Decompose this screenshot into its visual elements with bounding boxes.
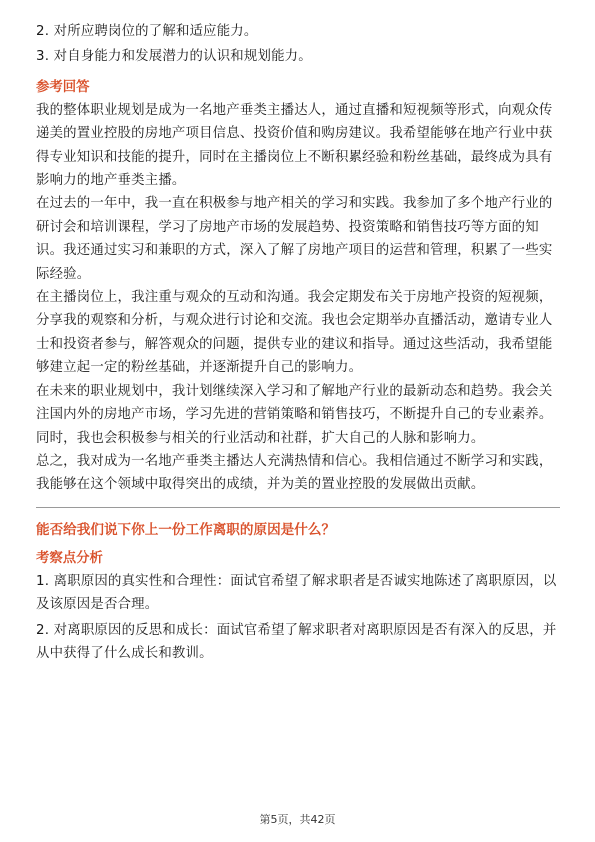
analysis-section-label: 考察点分析 (36, 550, 103, 566)
evaluation-point-3: 3. 对自身能力和发展潜力的认识和规划能力。 (36, 49, 312, 65)
answer-paragraph-4: 在未来的职业规划中，我计划继续深入学习和了解地产行业的最新动态和趋势。我会关注国内外的房地产市场，学习先进的营销策略和销售技巧，不断提升自己的专业素养。同时，我也会积极参与相关的行业活动和社群，扩大自己的人脉和影响力。 (36, 383, 553, 446)
interview-question: 能否给我们说下你上一份工作离职的原因是什么？ (36, 521, 336, 538)
analysis-point-1: 1. 离职原因的真实性和合理性：面试官希望了解求职者是否诚实地陈述了离职原因，以及该原因是否合理。 (36, 573, 557, 613)
section-divider (36, 507, 560, 508)
evaluation-point-2: 2. 对所应聘岗位的了解和适应能力。 (36, 24, 258, 39)
answer-paragraph-3: 在主播岗位上，我注重与观众的互动和沟通。我会定期发布关于房地产投资的短视频，分享我的观察和分析，与观众进行讨论和交流。我也会定期举办直播活动，邀请专业人士和投资者参与，解答观众的问题，提供专业的建议和指导。通过这些活动，我希望能够建立起一定的粉丝基础，并逐渐提升自己的影响力。 (36, 290, 553, 376)
answer-paragraph-5: 总之，我对成为一名地产垂类主播达人充满热情和信心。我相信通过不断学习和实践，我能够在这个领域中取得突出的成绩，并为美的置业控股的发展做出贡献。 (36, 453, 553, 493)
page-content (36, 20, 560, 667)
analysis-point-2: 2. 对离职原因的反思和成长：面试官希望了解求职者对离职原因是否有深入的反思，并从中获得了什么成长和教训。 (36, 622, 557, 661)
page-number-footer: 第5页，共42页 (259, 813, 336, 826)
answer-paragraph-2: 在过去的一年中，我一直在积极参与地产相关的学习和实践。我参加了多个地产行业的研讨会和培训课程，学习了房地产市场的发展趋势、投资策略和销售技巧等方面的知识。我还通过实习和兼职的方式，深入了解了房地产项目的运营和管理，积累了一些实际经验。 (36, 196, 553, 282)
answer-paragraph-1: 我的整体职业规划是成为一名地产垂类主播达人，通过直播和短视频等形式，向观众传递美的置业控股的房地产项目信息、投资价值和购房建议。我希望能够在地产行业中获得专业知识和技能的提升，同时在主播岗位上不断积累经验和粉丝基础，最终成为具有影响力的地产垂类主播。 (36, 102, 553, 189)
answer-section-label: 参考回答 (36, 79, 90, 95)
